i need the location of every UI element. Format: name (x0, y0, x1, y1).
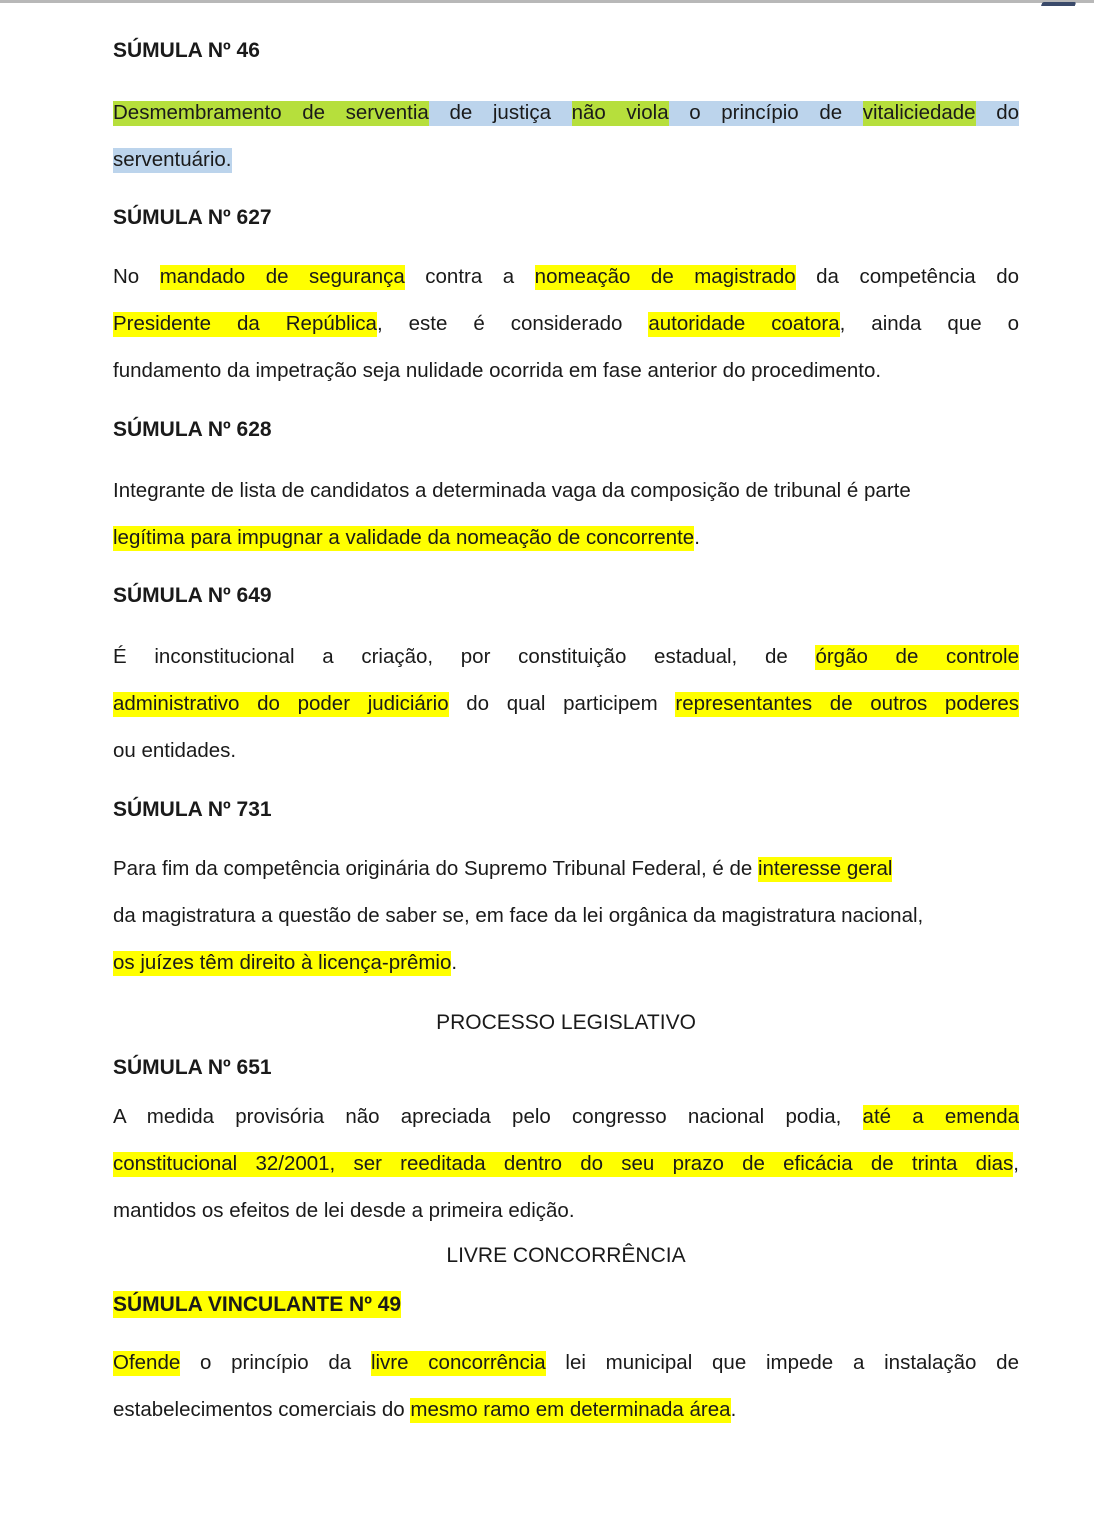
sumula-heading: SÚMULA Nº 651 (113, 1056, 272, 1079)
text-segment: mantidos os efeitos de lei desde a primeira edição. (113, 1199, 575, 1222)
text-segment: , ainda que o (839, 312, 1019, 335)
text-segment: Para fim da competência originária do Supremo Tribunal Federal, é de (113, 857, 758, 880)
text-segment: da competência do (795, 265, 1019, 288)
text-segment: do qual participem (448, 692, 676, 715)
text-segment: A medida provisória não apreciada pelo congresso nacional podia, (113, 1105, 863, 1128)
heading-highlight: SÚMULA VINCULANTE Nº 49 (113, 1293, 402, 1316)
text-segment: No (113, 265, 160, 288)
sumula-heading: SÚMULA Nº 628 (113, 418, 272, 441)
text-line (113, 359, 1019, 406)
text-line (113, 1351, 1019, 1398)
highlighted-text: mandado de segurança (159, 265, 405, 288)
sumula-text (113, 479, 1019, 573)
highlighted-text: não viola (571, 101, 669, 124)
text-line (113, 739, 1019, 786)
highlighted-text: representantes de outros poderes (675, 692, 1019, 715)
highlighted-text: interesse geral (757, 857, 893, 880)
highlighted-text: nomeação de magistrado (534, 265, 796, 288)
text-line (113, 1152, 1019, 1199)
sumula-text (113, 101, 1019, 195)
highlighted-text: até a emenda (862, 1105, 1019, 1128)
highlighted-text: vitaliciedade (862, 101, 976, 124)
section-title: PROCESSO LEGISLATIVO (436, 1011, 696, 1034)
sumula-heading: SÚMULA Nº 46 (113, 39, 260, 62)
text-line (113, 148, 1019, 195)
text-segment: contra a (404, 265, 535, 288)
highlighted-text: do (975, 101, 1019, 124)
text-segment: , (1013, 1152, 1019, 1175)
highlighted-text: serventuário. (113, 148, 232, 171)
sumula-text (113, 857, 1019, 998)
sumula-text (113, 265, 1019, 406)
text-segment: Integrante de lista de candidatos a determinada vaga da composição de tribunal é parte (113, 479, 911, 502)
highlighted-text: mesmo ramo em determinada área (410, 1398, 731, 1421)
sumula-heading: SÚMULA Nº 627 (113, 206, 272, 229)
text-line (113, 857, 1019, 904)
text-segment: fundamento da impetração seja nulidade ocorrida em fase anterior do procedimento. (113, 359, 882, 382)
highlighted-text: Presidente da República (113, 312, 377, 335)
highlighted-text: Ofende (113, 1351, 181, 1374)
highlighted-text: administrativo do poder judiciário (113, 692, 449, 715)
text-line (113, 951, 1019, 998)
text-line (113, 1398, 1019, 1445)
highlighted-text: livre concorrência (370, 1351, 546, 1374)
text-line (113, 101, 1019, 148)
text-segment: , este é considerado (376, 312, 649, 335)
text-segment: lei municipal que impede a instalação de (545, 1351, 1019, 1374)
text-segment: . (694, 526, 700, 549)
highlighted-text: órgão de controle (815, 645, 1019, 668)
text-line (113, 479, 1019, 526)
text-segment: da magistratura a questão de saber se, em face da lei orgânica da magistratura nacional, (113, 904, 924, 927)
text-line (113, 645, 1019, 692)
text-segment: estabelecimentos comerciais do (113, 1398, 411, 1421)
text-segment: o princípio da (180, 1351, 371, 1374)
sumula-text (113, 1351, 1019, 1445)
highlighted-text: o princípio de (668, 101, 863, 124)
text-segment: É inconstitucional a criação, por constituição estadual, de (113, 645, 816, 668)
highlighted-text: constitucional 32/2001, ser reeditada dentro do seu prazo de eficácia de trinta dias (113, 1152, 1014, 1175)
highlighted-text: autoridade coatora (648, 312, 840, 335)
highlighted-text: de justiça (428, 101, 572, 124)
section-title: LIVRE CONCORRÊNCIA (446, 1244, 686, 1267)
sumula-text (113, 645, 1019, 786)
sumula-heading (113, 1292, 401, 1318)
highlighted-text: legítima para impugnar a validade da nomeação de concorrente (113, 526, 695, 549)
text-line (113, 312, 1019, 359)
sumula-heading: SÚMULA Nº 649 (113, 584, 272, 607)
text-line (113, 692, 1019, 739)
text-line (113, 526, 1019, 573)
text-segment: . (730, 1398, 737, 1421)
highlighted-text: os juízes têm direito à licença-prêmio (113, 951, 452, 974)
text-segment: . (451, 951, 458, 974)
text-line (113, 904, 1019, 951)
corner-mark-icon (1038, 2, 1077, 15)
highlighted-text: Desmembramento de serventia (113, 101, 429, 124)
top-divider (0, 0, 1094, 3)
sumula-text (113, 1105, 1019, 1246)
text-line (113, 265, 1019, 312)
text-line (113, 1105, 1019, 1152)
sumula-heading: SÚMULA Nº 731 (113, 798, 272, 821)
text-line (113, 1199, 1019, 1246)
text-segment: ou entidades. (113, 739, 237, 762)
